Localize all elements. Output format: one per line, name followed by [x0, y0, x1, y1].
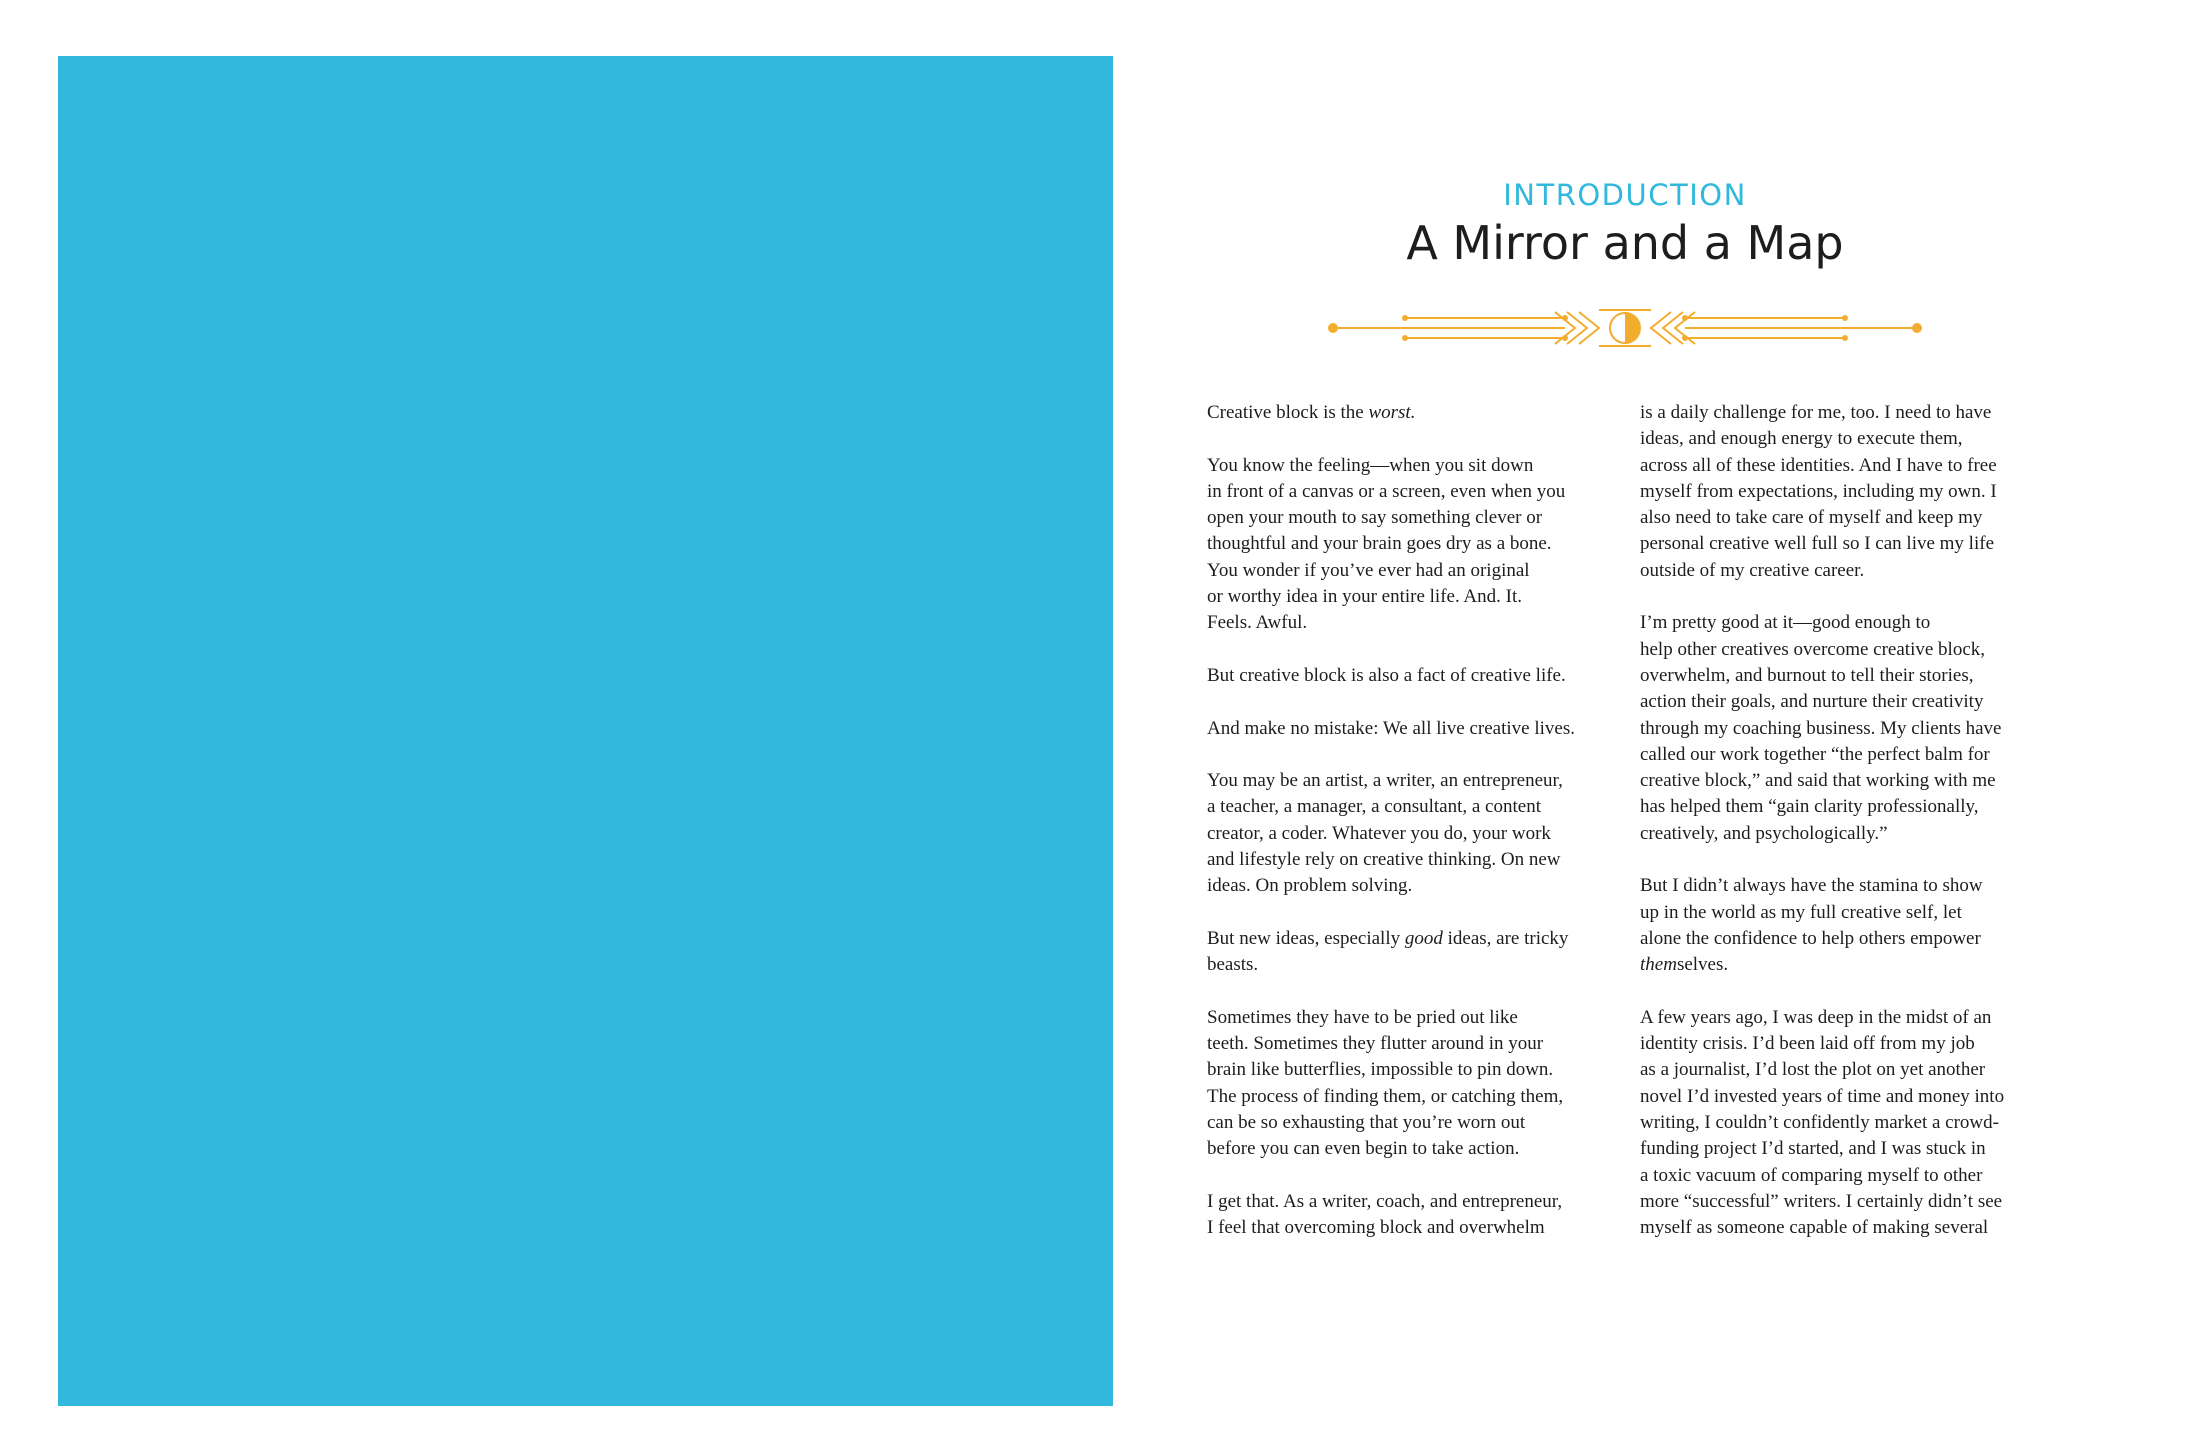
text-line: But creative block is also a fact of creative life. — [1207, 664, 1566, 686]
text-line: can be so exhausting that you’re worn out — [1207, 1112, 1526, 1134]
text-run: But new ideas, especially — [1207, 927, 1405, 949]
text-line: beasts. — [1207, 954, 1259, 976]
text-line: has helped them “gain clarity professionally, — [1640, 796, 1979, 818]
text-line: I’m pretty good at it—good enough to — [1640, 612, 1931, 634]
text-run: Creative block is the — [1207, 402, 1369, 423]
text-line: And make no mistake: We all live creative lives. — [1207, 717, 1575, 739]
paragraph — [1207, 400, 1647, 426]
text-line: creator, a coder. Whatever you do, your work — [1207, 822, 1551, 844]
text-line: You know the feeling—when you sit down — [1207, 454, 1534, 476]
text-line: novel I’d invested years of time and money into — [1640, 1085, 2005, 1107]
paragraph — [1640, 873, 2080, 978]
text-line: action their goals, and nurture their creativity — [1640, 691, 1984, 713]
text-line: help other creatives overcome creative block, — [1640, 638, 1985, 660]
text-line: myself from expectations, including my own. I — [1640, 480, 1997, 502]
text-line: in front of a canvas or a screen, even when you — [1207, 480, 1566, 502]
text-line: personal creative well full so I can live my life — [1640, 533, 1995, 555]
paragraph — [1207, 1189, 1647, 1242]
chapter-title: A Mirror and a Map — [1406, 216, 1844, 270]
chapter-kicker: INTRODUCTION — [1503, 178, 1747, 212]
art-deco-moon-divider-icon — [1325, 300, 1925, 356]
text-line: teeth. Sometimes they flutter around in your — [1207, 1033, 1544, 1055]
text-line: outside of my creative career. — [1640, 559, 1865, 581]
text-line: writing, I couldn’t confidently market a crowd- — [1640, 1112, 1999, 1134]
text-line: through my coaching business. My clients have — [1640, 717, 2002, 739]
text-column-right — [1640, 400, 2080, 1268]
text-line: also need to take care of myself and keep my — [1640, 507, 1983, 529]
text-line: alone the confidence to help others empower — [1640, 927, 1981, 949]
text-line: creatively, and psychologically.” — [1640, 822, 1888, 844]
text-line: myself as someone capable of making several — [1640, 1217, 1989, 1239]
text-line: open your mouth to say something clever or — [1207, 507, 1543, 529]
text-line: identity crisis. I’d been laid off from my job — [1640, 1033, 1975, 1055]
text-line: creative block,” and said that working with me — [1640, 770, 1996, 792]
emphasis: them — [1640, 954, 1677, 976]
text-line: more “successful” writers. I certainly didn’t see — [1640, 1190, 2003, 1212]
emphasis: good — [1404, 927, 1443, 949]
text-line: a toxic vacuum of comparing myself to other — [1640, 1164, 1983, 1186]
text-line: brain like butterflies, impossible to pin down. — [1207, 1059, 1554, 1081]
text-line: But I didn’t always have the stamina to show — [1640, 875, 1983, 897]
paragraph — [1207, 716, 1647, 742]
emphasis: worst. — [1368, 402, 1416, 423]
text-line: before you can even begin to take action. — [1207, 1138, 1520, 1160]
text-line: overwhelm, and burnout to tell their stories, — [1640, 664, 1974, 686]
text-line: I get that. As a writer, coach, and entrepreneur, — [1207, 1190, 1563, 1212]
text-line: Sometimes they have to be pried out like — [1207, 1006, 1518, 1028]
text-line: up in the world as my full creative self, let — [1640, 901, 1962, 923]
paragraph — [1207, 926, 1647, 979]
text-line: ideas, and enough energy to execute them, — [1640, 428, 1963, 450]
text-run: selves. — [1676, 954, 1729, 976]
paragraph — [1207, 453, 1647, 637]
text-line: or worthy idea in your entire life. And. It. — [1207, 586, 1523, 608]
text-line: across all of these identities. And I have to free — [1640, 454, 1997, 476]
text-line: The process of finding them, or catching them, — [1207, 1085, 1564, 1107]
text-line: funding project I’d started, and I was stuck in — [1640, 1138, 1986, 1160]
text-line: ideas. On problem solving. — [1207, 875, 1413, 897]
paragraph — [1207, 1005, 1647, 1163]
paragraph — [1207, 768, 1647, 899]
text-line: You wonder if you’ve ever had an original — [1207, 559, 1530, 581]
left-page-blue-panel — [58, 56, 1113, 1406]
paragraph — [1640, 1005, 2080, 1242]
text-column-left — [1207, 400, 1647, 1268]
text-line: is a daily challenge for me, too. I need to have — [1640, 402, 1992, 423]
text-run: ideas, are tricky — [1442, 927, 1569, 949]
paragraph — [1640, 400, 2080, 584]
paragraph — [1207, 663, 1647, 689]
text-line: thoughtful and your brain goes dry as a bone. — [1207, 533, 1552, 555]
text-line: Feels. Awful. — [1207, 612, 1308, 634]
text-line: called our work together “the perfect balm for — [1640, 743, 1990, 765]
text-line: I feel that overcoming block and overwhelm — [1207, 1217, 1545, 1239]
text-line: as a journalist, I’d lost the plot on yet another — [1640, 1059, 1986, 1081]
text-line: A few years ago, I was deep in the midst of an — [1640, 1006, 1992, 1028]
text-line: and lifestyle rely on creative thinking. On new — [1207, 849, 1561, 871]
text-line: You may be an artist, a writer, an entrepreneur, — [1207, 770, 1563, 792]
paragraph — [1640, 610, 2080, 847]
text-line: a teacher, a manager, a consultant, a content — [1207, 796, 1541, 818]
